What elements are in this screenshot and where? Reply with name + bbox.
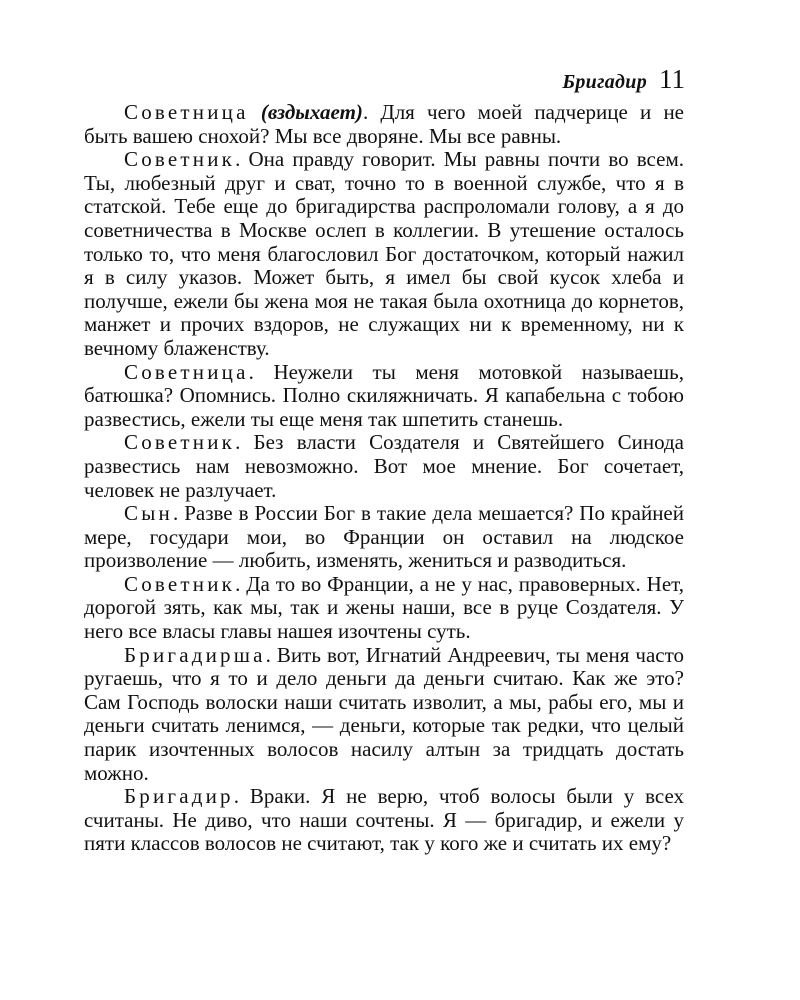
play-text <box>84 101 684 856</box>
speaker-name: Сын <box>124 501 173 526</box>
paragraph-text: . Она правду говорит. Мы равны почти во всем. Ты, любезный друг и сват, точно то в военной службе, что я в статской. Тебе еще до бригадирства распроломали голову, а я до советничества в Москве ослеп в коллегии. В утешение осталось только то, что меня благословил Бог достаточком, который нажил я в силу указов. Может быть, я имел бы свой кусок хлеба и получше, ежели бы жена моя не такая была охотница до корнетов, манжет и прочих вздоров, не служащих ни к временному, ни к вечному блаженству. <box>84 147 684 360</box>
paragraph-text: . Враки. Я не верю, чтоб волосы были у всех считаны. Не диво, что наши сочтены. Я — бригадир, и ежели у пяти классов волосов не считают, так у кого же и считать их ему? <box>84 784 684 856</box>
paragraph <box>84 785 684 856</box>
paragraph <box>84 148 684 360</box>
speaker-name: Советница <box>124 100 249 124</box>
speaker-name: Бригадирша <box>124 642 266 667</box>
paragraph-text: . Для чего моей падчерице и не быть вашею снохой? Мы все дворяне. Мы все равны. <box>84 100 685 148</box>
speaker-name: Советница <box>124 359 249 384</box>
paragraph <box>84 361 684 432</box>
paragraph-text: . Вить вот, Игнатий Андреевич, ты меня часто ругаешь, что я то и дело деньги да деньги считаю. Как же это? Сам Господь волоски наши считать изволит, а мы, рабы его, мы и деньги считать ленимся, — деньги, которые так редки, что целый парик изочтенных волосов насилу алтын за тридцать достать можно. <box>84 642 684 785</box>
speaker-name: Советник <box>124 147 236 172</box>
page-number: 11 <box>659 64 685 94</box>
paragraph-text: . Неужели ты меня мотовкой называешь, батюшка? Опомнись. Полно скиляжничать. Я капабельна с тобою развестись, ежели ты еще меня так шпетить станешь. <box>84 359 684 431</box>
paragraph-text: . Разве в России Бог в такие дела мешается? По крайней мере, государи мои, во Франции он оставил на людское произволение — любить, изменять, жениться и разводиться. <box>84 501 684 573</box>
paragraph <box>84 502 684 573</box>
speaker-name: Советник <box>124 571 236 596</box>
paragraph-text: . Да то во Франции, а не у нас, правоверных. Нет, дорогой зять, как мы, так и жены наши, все в руце Создателя. У него все власы главы нашея изочтены суть. <box>84 571 684 644</box>
paragraph <box>84 573 684 644</box>
stage-direction: (вздыхает) <box>260 100 363 124</box>
paragraph-text: . Без власти Создателя и Святейшего Синода развестись нам невозможно. Вот мое мнение. Бог сочетает, человек не разлучает. <box>84 430 684 502</box>
paragraph <box>84 101 684 148</box>
paragraph <box>84 644 684 786</box>
speaker-name: Советник <box>124 430 236 455</box>
running-header <box>562 64 685 95</box>
paragraph <box>84 431 684 502</box>
running-title: Бригадир <box>562 71 647 93</box>
speaker-name: Бригадир <box>124 784 234 809</box>
